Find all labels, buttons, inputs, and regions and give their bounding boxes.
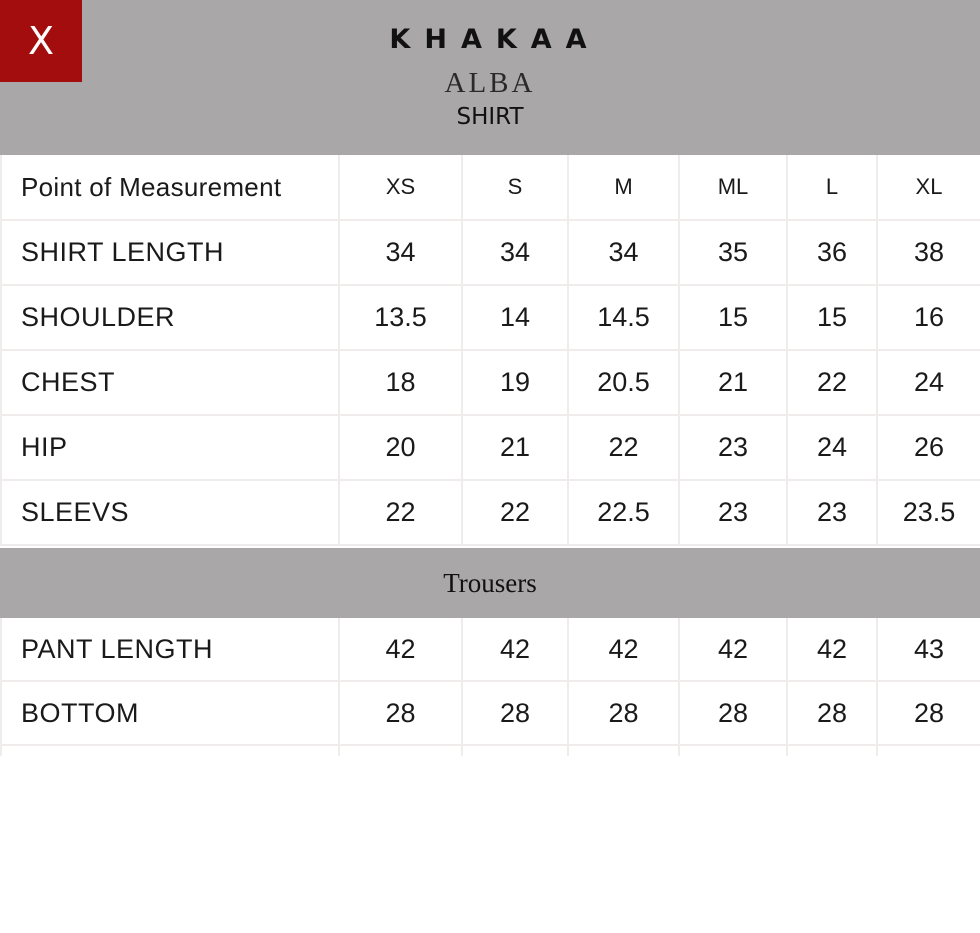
row-label: SHOULDER	[1, 285, 339, 350]
table-cell: 23.5	[877, 480, 980, 545]
section-title: Trousers	[443, 567, 537, 598]
empty-cell	[1, 745, 339, 756]
table-row	[1, 480, 980, 545]
table-cell: 22.5	[568, 480, 679, 545]
table-header-row	[1, 155, 980, 220]
table-cell: 42	[787, 618, 877, 681]
row-label: BOTTOM	[1, 681, 339, 745]
table-cell: 43	[877, 618, 980, 681]
category-title: SHIRT	[456, 104, 524, 130]
column-header: M	[568, 155, 679, 220]
trousers-size-table	[0, 618, 980, 756]
table-row	[1, 350, 980, 415]
table-cell: 15	[679, 285, 787, 350]
table-cell: 36	[787, 220, 877, 285]
column-header: XL	[877, 155, 980, 220]
table-cell: 14.5	[568, 285, 679, 350]
table-cell: 18	[339, 350, 462, 415]
table-cell: 16	[877, 285, 980, 350]
table-cell: 22	[787, 350, 877, 415]
table-cell: 13.5	[339, 285, 462, 350]
column-header: Point of Measurement	[1, 155, 339, 220]
empty-cell	[787, 745, 877, 756]
row-label: PANT LENGTH	[1, 618, 339, 681]
table-cell: 28	[339, 681, 462, 745]
table-cell: 19	[462, 350, 568, 415]
table-row	[1, 220, 980, 285]
brand-logo: KHAKAA	[389, 24, 601, 55]
table-cell: 42	[462, 618, 568, 681]
shirt-size-table	[0, 155, 980, 546]
table-cell: 28	[787, 681, 877, 745]
empty-cell	[339, 745, 462, 756]
table-cell: 21	[462, 415, 568, 480]
table-cell: 34	[339, 220, 462, 285]
table-cell: 26	[877, 415, 980, 480]
table-row	[1, 415, 980, 480]
close-icon: X	[27, 19, 55, 63]
table-cell: 38	[877, 220, 980, 285]
close-button[interactable]	[0, 0, 82, 82]
row-label: SHIRT LENGTH	[1, 220, 339, 285]
table-row-empty	[1, 745, 980, 756]
table-cell: 20	[339, 415, 462, 480]
table-cell: 42	[568, 618, 679, 681]
table-cell: 24	[787, 415, 877, 480]
table-cell: 34	[568, 220, 679, 285]
empty-cell	[679, 745, 787, 756]
empty-cell	[568, 745, 679, 756]
product-name: ALBA	[444, 67, 536, 99]
row-label: HIP	[1, 415, 339, 480]
section-header-trousers	[0, 548, 980, 618]
table-cell: 34	[462, 220, 568, 285]
table-cell: 28	[877, 681, 980, 745]
table-cell: 22	[568, 415, 679, 480]
table-cell: 28	[462, 681, 568, 745]
column-header: XS	[339, 155, 462, 220]
table-cell: 21	[679, 350, 787, 415]
table-cell: 14	[462, 285, 568, 350]
row-label: SLEEVS	[1, 480, 339, 545]
column-header: S	[462, 155, 568, 220]
column-header: ML	[679, 155, 787, 220]
empty-cell	[462, 745, 568, 756]
table-cell: 24	[877, 350, 980, 415]
header-band	[0, 0, 980, 155]
table-cell: 28	[679, 681, 787, 745]
table-cell: 22	[462, 480, 568, 545]
row-label: CHEST	[1, 350, 339, 415]
table-cell: 42	[339, 618, 462, 681]
table-cell: 20.5	[568, 350, 679, 415]
table-cell: 15	[787, 285, 877, 350]
table-cell: 22	[339, 480, 462, 545]
table-cell: 35	[679, 220, 787, 285]
table-cell: 42	[679, 618, 787, 681]
table-row	[1, 681, 980, 745]
empty-cell	[877, 745, 980, 756]
table-row	[1, 285, 980, 350]
table-cell: 23	[787, 480, 877, 545]
table-cell: 23	[679, 480, 787, 545]
table-cell: 23	[679, 415, 787, 480]
table-cell: 28	[568, 681, 679, 745]
table-row	[1, 618, 980, 681]
column-header: L	[787, 155, 877, 220]
